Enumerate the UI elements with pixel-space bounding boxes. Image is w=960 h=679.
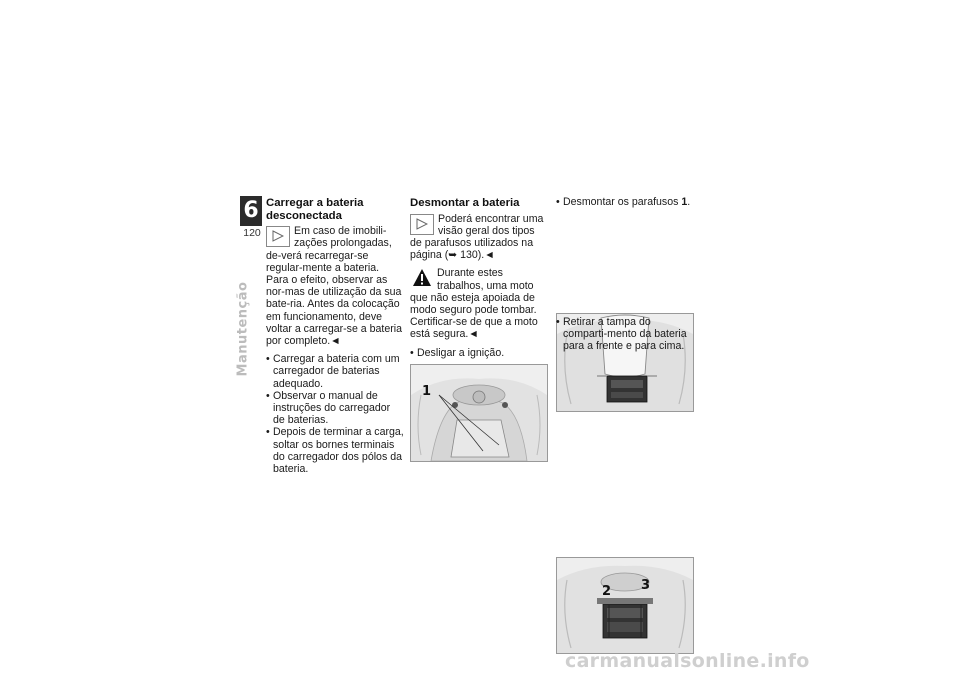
callout-1: 1 (422, 384, 432, 399)
charging-steps (266, 353, 404, 475)
chapter-number: 6 (240, 196, 262, 226)
heading-remove-battery: Desmontar a bateria (410, 197, 520, 209)
note-icon (266, 226, 290, 247)
body-paragraph: Para o efeito, observar as nor-mas de utilização da sua bate-ria. Antes da colocação em funcionamento, deve voltar a carregar-se a bateria por completo.◄ (266, 274, 403, 348)
step-end: . (687, 196, 691, 208)
screw-ref: 1 (681, 196, 688, 208)
watermark: carmanualsonline.info (565, 650, 810, 672)
column-remove-battery (410, 197, 548, 359)
callout-3: 3 (641, 578, 651, 593)
column-remove-cover (556, 196, 694, 208)
list-item: • Observar o manual de instruções do carregador de baterias. (266, 390, 404, 427)
column-charging (266, 197, 404, 475)
section-label-text: Manutenção (235, 281, 251, 377)
heading-charge-battery: Carregar a bateria desconectada (266, 197, 364, 222)
note-text: Poderá encontrar uma visão geral dos tipos de parafusos utilizados na página (➥ 130).◄ (410, 212, 544, 262)
list-item: • Desligar a ignição. (410, 347, 548, 359)
warning-extra-text: Certificar-se de que a moto está segura.◄ (410, 316, 538, 341)
callout-2: 2 (602, 584, 612, 599)
list-item: • Carregar a bateria com um carregador de baterias adequado. (266, 353, 404, 390)
column-remove-cover-2 (556, 316, 694, 353)
list-item: • Retirar a tampa do comparti-mento da bateria para a frente e para cima. (556, 316, 694, 353)
photo-screws (410, 364, 548, 462)
step-text: Desmontar os parafusos (563, 196, 682, 208)
note-text: Em caso de imobili-zações prolongadas, de-verá recarregar-se regular-mente a bateria. (266, 225, 392, 274)
photo-battery-compartment (556, 557, 694, 654)
list-item: • Depois de terminar a carga, soltar os bornes terminais do carregador dos pólos da bateria. (266, 426, 404, 475)
warning-text: Durante estes trabalhos, uma moto que não esteja apoiada de modo seguro pode tombar. (410, 267, 537, 317)
section-label (218, 254, 268, 404)
warning-icon (412, 268, 432, 287)
cover-steps (556, 196, 694, 208)
cover-steps-2 (556, 316, 694, 353)
remove-steps (410, 347, 548, 359)
note-icon (410, 214, 434, 235)
list-item (556, 196, 694, 208)
page-number: 120 (243, 227, 261, 239)
